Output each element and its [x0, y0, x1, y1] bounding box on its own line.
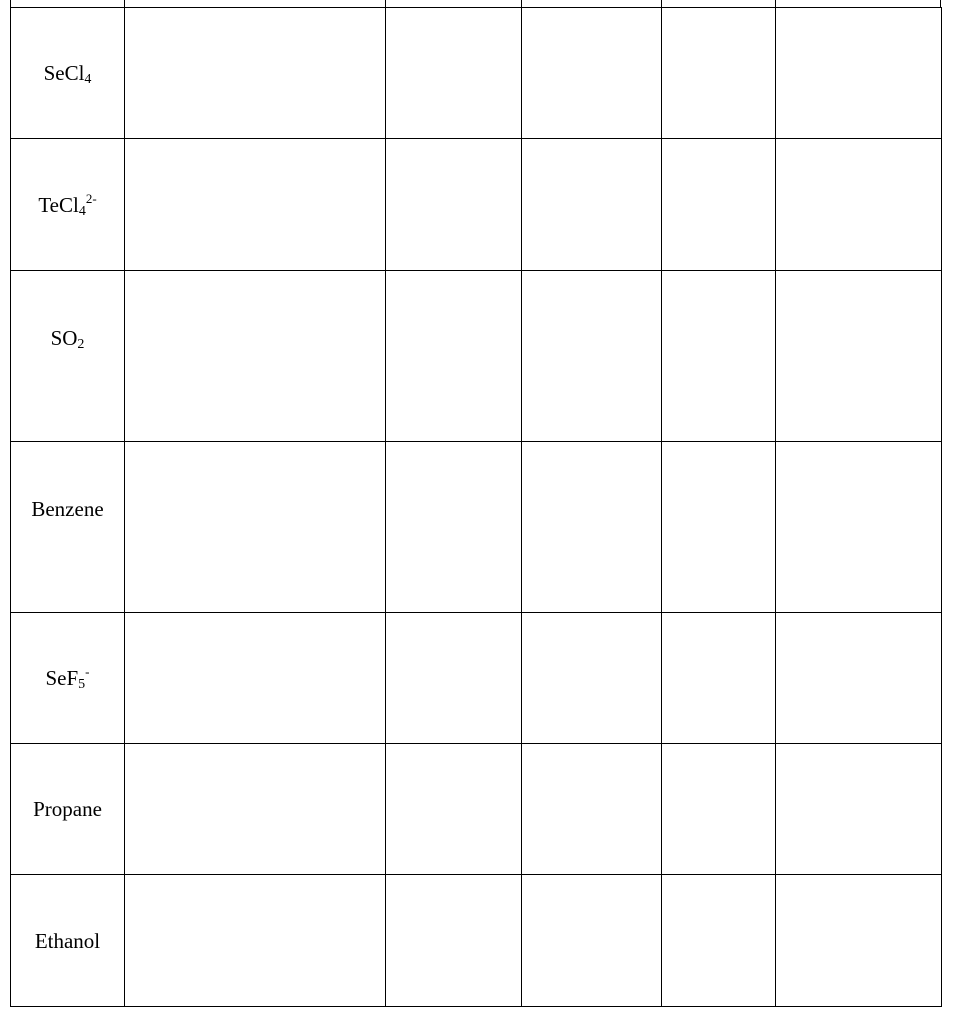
answer-cell[interactable] [662, 442, 776, 613]
answer-cell[interactable] [776, 139, 942, 271]
formula-base: SeCl [43, 61, 85, 85]
molecule-label [38, 190, 97, 219]
column-line [10, 0, 11, 7]
molecule-label [51, 326, 85, 350]
formula-base: TeCl [38, 192, 79, 217]
table-row [11, 442, 942, 613]
column-line [521, 0, 522, 7]
answer-cell[interactable] [125, 442, 386, 613]
answer-cell[interactable] [776, 271, 942, 442]
answer-cell[interactable] [662, 271, 776, 442]
answer-cell[interactable] [776, 875, 942, 1007]
answer-cell[interactable] [125, 8, 386, 139]
column-line [775, 0, 776, 7]
formula-subscript: 4 [84, 72, 92, 87]
answer-cell[interactable] [776, 744, 942, 875]
answer-cell[interactable] [522, 613, 662, 744]
worksheet [10, 7, 941, 1006]
column-line [940, 0, 941, 7]
answer-cell[interactable] [776, 442, 942, 613]
molecule-label: Propane [33, 797, 102, 821]
answer-cell[interactable] [386, 613, 522, 744]
answer-cell[interactable] [125, 875, 386, 1007]
answer-cell[interactable] [386, 744, 522, 875]
answer-cell[interactable] [125, 613, 386, 744]
molecule-label [44, 61, 92, 85]
answer-cell[interactable] [125, 271, 386, 442]
answer-cell[interactable] [522, 271, 662, 442]
formula-subscript: 4 [78, 203, 86, 219]
molecule-cell-secl4 [11, 8, 125, 139]
answer-cell[interactable] [386, 875, 522, 1007]
answer-cell[interactable] [386, 271, 522, 442]
formula-subscript: 5 [78, 677, 86, 692]
answer-cell[interactable] [522, 139, 662, 271]
formula-subscript: 2 [77, 337, 85, 352]
table-row [11, 744, 942, 875]
table-top-continuation [10, 0, 941, 7]
answer-cell[interactable] [662, 744, 776, 875]
answer-cell[interactable] [776, 613, 942, 744]
molecule-cell-sef5 [11, 613, 125, 744]
answer-cell[interactable] [662, 139, 776, 271]
table-row [11, 613, 942, 744]
answer-cell[interactable] [662, 8, 776, 139]
molecule-cell-propane [11, 744, 125, 875]
molecule-cell-tecl4 [11, 139, 125, 271]
molecule-cell-benzene [11, 442, 125, 613]
table-row [11, 271, 942, 442]
table-row [11, 8, 942, 139]
column-line [124, 0, 125, 7]
molecule-cell-ethanol [11, 875, 125, 1007]
formula-base: SeF [45, 666, 79, 690]
answer-cell[interactable] [386, 8, 522, 139]
answer-cell[interactable] [386, 442, 522, 613]
answer-cell[interactable] [522, 875, 662, 1007]
answer-cell[interactable] [522, 744, 662, 875]
formula-base: SO [50, 326, 78, 350]
answer-cell[interactable] [662, 613, 776, 744]
molecule-table [10, 7, 942, 1007]
table-row [11, 139, 942, 271]
answer-cell[interactable] [386, 139, 522, 271]
answer-cell[interactable] [125, 744, 386, 875]
molecule-label: Benzene [31, 497, 104, 521]
answer-cell[interactable] [522, 8, 662, 139]
molecule-label [45, 666, 89, 690]
column-line [661, 0, 662, 7]
answer-cell[interactable] [662, 875, 776, 1007]
column-line [385, 0, 386, 7]
formula-superscript: - [85, 664, 90, 679]
molecule-label: Ethanol [34, 928, 101, 953]
answer-cell[interactable] [522, 442, 662, 613]
answer-cell[interactable] [776, 8, 942, 139]
formula-superscript: 2- [85, 190, 97, 206]
answer-cell[interactable] [125, 139, 386, 271]
molecule-cell-so2 [11, 271, 125, 442]
table-row [11, 875, 942, 1007]
